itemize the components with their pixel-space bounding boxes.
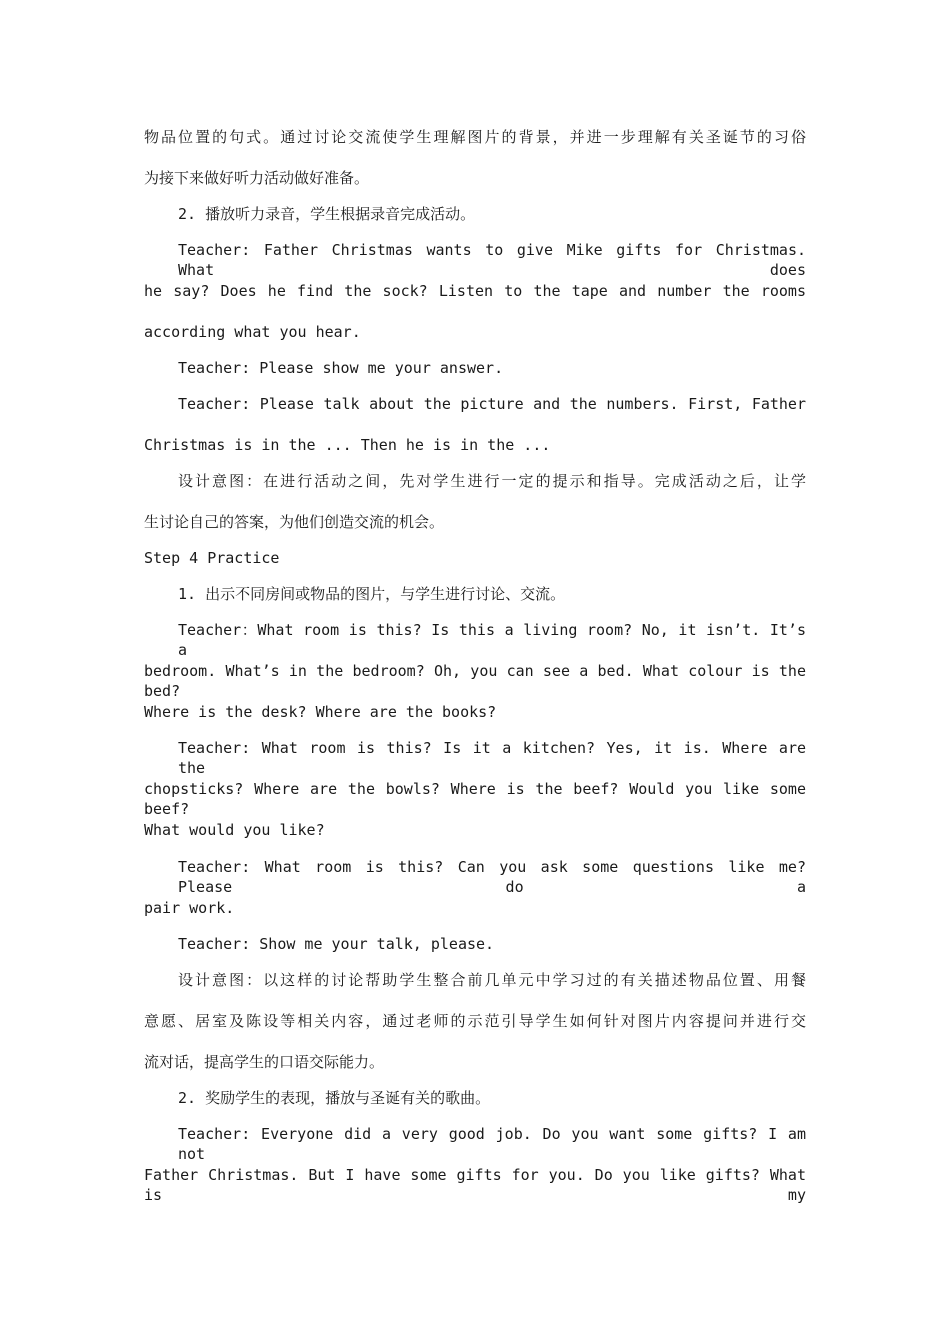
section-heading: Step 4 Practice [144,549,280,567]
design-intent: 意愿、居室及陈设等相关内容，通过老师的示范引导学生如何针对图片内容提问并进行交 [144,1012,806,1030]
dialogue-line: bedroom. What’s in the bedroom? Oh, you can see a bed. What colour is the bed? [144,662,806,700]
list-item: 1. 出示不同房间或物品的图片，与学生进行讨论、交流。 [178,585,566,603]
dialogue-line: pair work. [144,899,235,917]
dialogue-line: Teacher: What room is this? Can you ask some questions like me? Please do a [178,858,806,896]
dialogue-line: Teacher：What room is this? Is this a living room? No, it isn’t. It’s a [178,621,806,659]
dialogue-line: chopsticks? Where are the bowls? Where is the beef? Would you like some beef? [144,780,806,818]
paragraph-line: 为接下来做好听力活动做好准备。 [144,169,370,187]
design-intent: 生讨论自己的答案，为他们创造交流的机会。 [144,513,445,531]
dialogue-line: Teacher: What room is this? Is it a kitchen? Yes, it is. Where are the [178,739,806,777]
dialogue-line: Teacher: Please show me your answer. [178,359,504,377]
design-intent: 流对话，提高学生的口语交际能力。 [144,1053,385,1071]
dialogue-line: Teacher: Everyone did a very good job. Do you want some gifts? I am not [178,1125,806,1163]
design-intent: 设计意图：在进行活动之间，先对学生进行一定的提示和指导。完成活动之后，让学 [178,472,806,490]
dialogue-line: Father Christmas. But I have some gifts for you. Do you like gifts? What is my [144,1166,806,1204]
paragraph-line: 物品位置的句式。通过讨论交流使学生理解图片的背景，并进一步理解有关圣诞节的习俗 [144,128,806,146]
list-item: 2. 奖励学生的表现，播放与圣诞有关的歌曲。 [178,1089,491,1107]
design-intent: 设计意图：以这样的讨论帮助学生整合前几单元中学习过的有关描述物品位置、用餐 [178,971,806,989]
dialogue-line: What would you like? [144,821,325,839]
dialogue-line: he say? Does he find the sock? Listen to the tape and number the rooms [144,282,806,300]
dialogue-line: Teacher: Show me your talk, please. [178,935,495,953]
dialogue-line: Christmas is in the ... Then he is in the ... [144,436,551,454]
dialogue-line: Where is the desk? Where are the books? [144,703,497,721]
dialogue-line: Teacher: Father Christmas wants to give Mike gifts for Christmas. What does [178,241,806,279]
list-item: 2. 播放听力录音，学生根据录音完成活动。 [178,205,476,223]
dialogue-line: according what you hear. [144,323,361,341]
dialogue-line: Teacher: Please talk about the picture and the numbers. First, Father [178,395,806,413]
